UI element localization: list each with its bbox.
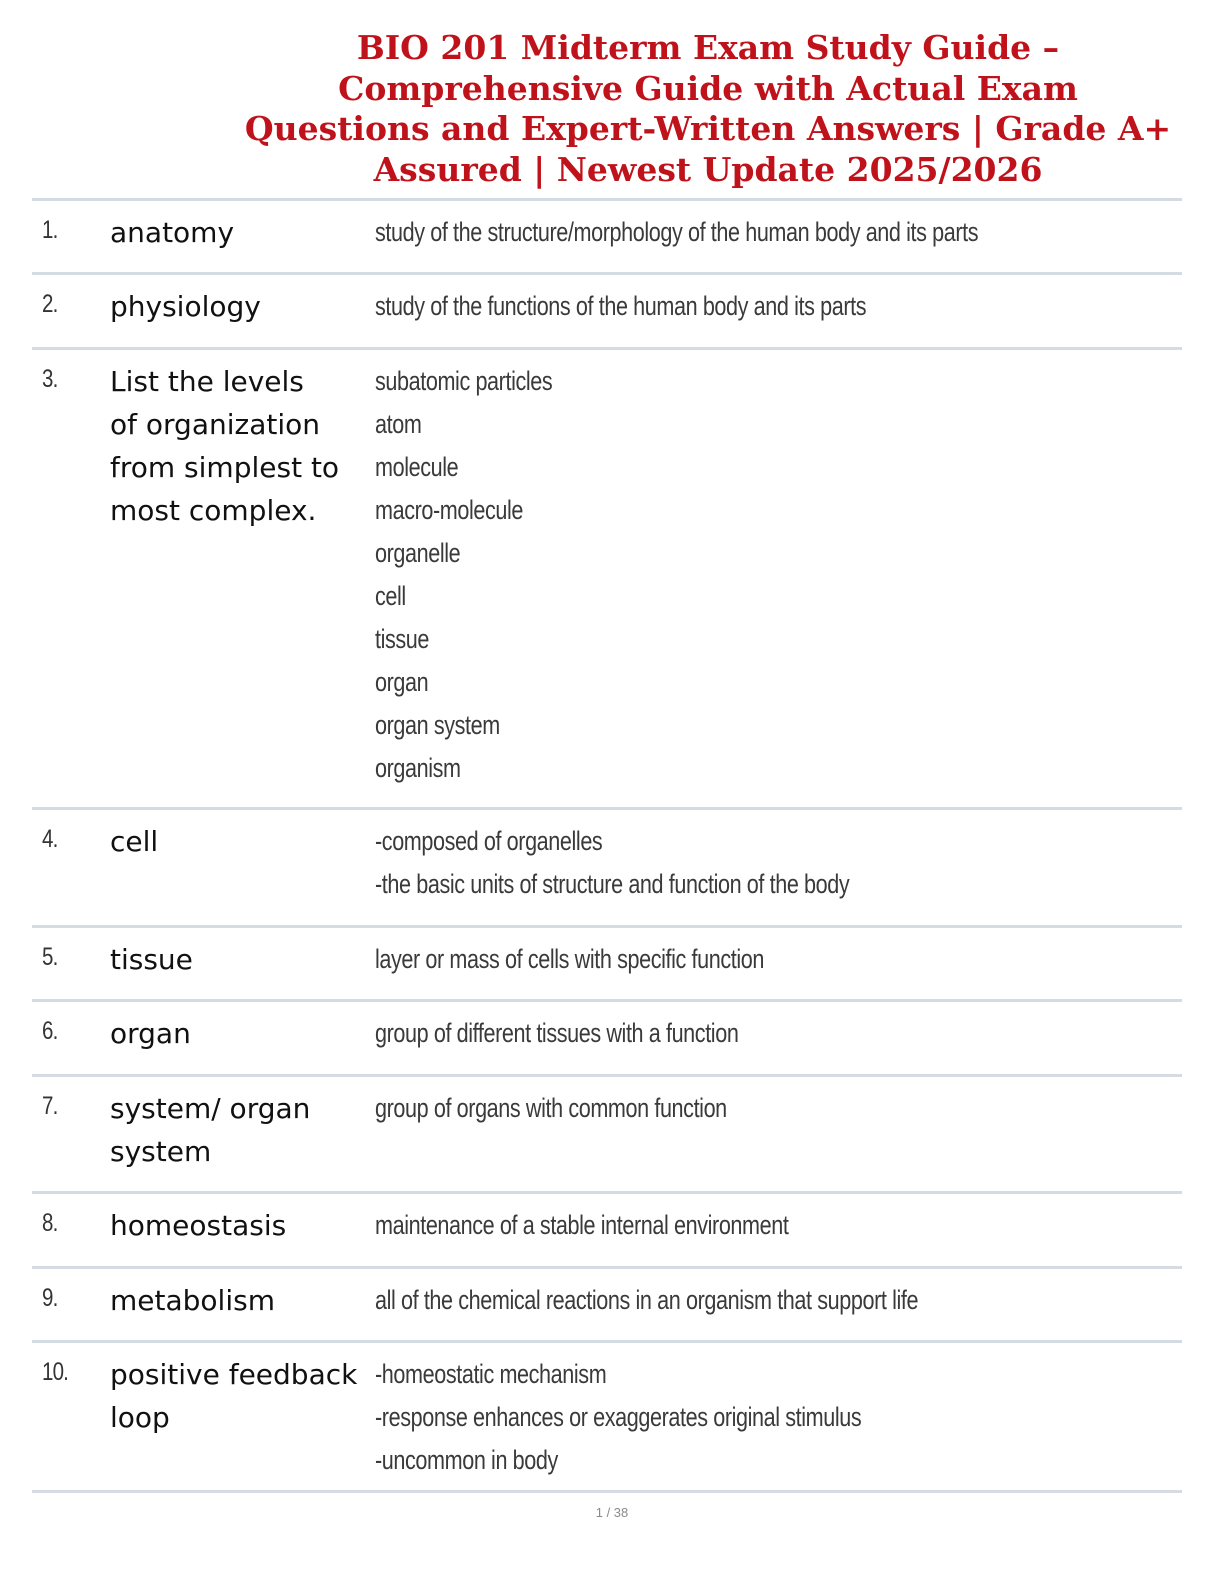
term: [110, 360, 370, 532]
flashcard-row: [32, 1269, 1182, 1343]
row-number: 3.: [42, 365, 58, 393]
term: [110, 820, 370, 863]
definition-line: subatomic particles: [375, 366, 553, 396]
term: [110, 1204, 370, 1247]
term: [110, 1087, 370, 1173]
term-line: positive feedback: [110, 1358, 358, 1391]
term: [110, 1353, 370, 1439]
flashcard-row: [32, 810, 1182, 928]
row-number: 10.: [42, 1358, 69, 1386]
term-line: homeostasis: [110, 1209, 287, 1242]
term-line: from simplest to: [110, 451, 340, 484]
term-line: metabolism: [110, 1284, 275, 1317]
row-number: 6.: [42, 1017, 58, 1045]
flashcard-row: [32, 275, 1182, 350]
definition-line: organism: [375, 753, 461, 783]
row-number: 9.: [42, 1284, 58, 1312]
definition-line: tissue: [375, 624, 430, 654]
flashcard-row: [32, 1343, 1182, 1493]
term-line: loop: [110, 1401, 170, 1434]
definition-line: -composed of organelles: [375, 826, 603, 856]
definition: [375, 820, 849, 906]
flashcard-row: [32, 201, 1182, 275]
title-line-4: Assured | Newest Update 2025/2026: [373, 149, 1043, 189]
definition: [375, 1279, 918, 1322]
term-line: organ: [110, 1017, 191, 1050]
term-line: system: [110, 1135, 212, 1168]
document-title: [240, 28, 1176, 190]
term: [110, 1012, 370, 1055]
definition-line: atom: [375, 409, 422, 439]
term: [110, 211, 370, 254]
definition-line: organ system: [375, 710, 500, 740]
term-line: List the levels: [110, 365, 304, 398]
definition-line: -the basic units of structure and function of the body: [375, 869, 850, 899]
term-line: physiology: [110, 290, 261, 323]
term: [110, 285, 370, 328]
definition: [375, 1087, 727, 1130]
title-line-3: Questions and Expert-Written Answers | Grade A+: [244, 109, 1172, 148]
definition-line: group of different tissues with a function: [375, 1018, 739, 1048]
term: [110, 1279, 370, 1322]
flashcard-row: [32, 350, 1182, 810]
row-number: 4.: [42, 825, 58, 853]
definition-line: all of the chemical reactions in an organism that support life: [375, 1285, 919, 1315]
flashcard-row: [32, 1077, 1182, 1194]
definition-line: study of the functions of the human body and its parts: [375, 291, 867, 321]
flashcard-table: [32, 198, 1182, 1493]
definition-line: molecule: [375, 452, 459, 482]
term-line: of organization: [110, 408, 320, 441]
title-line-2: Comprehensive Guide with Actual Exam: [338, 68, 1078, 108]
definition: [375, 1353, 861, 1482]
definition-line: -response enhances or exaggerates original stimulus: [375, 1402, 862, 1432]
term-line: cell: [110, 825, 159, 858]
term: [110, 938, 370, 981]
page-number: 1 / 38: [595, 1505, 629, 1520]
definition-line: cell: [375, 581, 406, 611]
definition: [375, 211, 978, 254]
definition-line: study of the structure/morphology of the human body and its parts: [375, 217, 979, 247]
definition-line: macro-molecule: [375, 495, 524, 525]
row-number: 8.: [42, 1209, 58, 1237]
definition-line: maintenance of a stable internal environment: [375, 1210, 789, 1240]
row-number: 2.: [42, 290, 58, 318]
definition: [375, 1012, 738, 1055]
term-line: tissue: [110, 943, 193, 976]
definition: [375, 285, 866, 328]
term-line: system/ organ: [110, 1092, 311, 1125]
definition-line: organ: [375, 667, 429, 697]
row-number: 1.: [42, 216, 58, 244]
term-line: anatomy: [110, 216, 235, 249]
definition-line: -homeostatic mechanism: [375, 1359, 607, 1389]
definition-line: organelle: [375, 538, 461, 568]
title-line-1: BIO 201 Midterm Exam Study Guide –: [356, 28, 1060, 67]
definition: [375, 938, 764, 981]
flashcard-row: [32, 1002, 1182, 1077]
flashcard-row: [32, 1194, 1182, 1269]
definition-line: group of organs with common function: [375, 1093, 727, 1123]
definition: [375, 360, 552, 790]
row-number: 5.: [42, 943, 58, 971]
row-number: 7.: [42, 1092, 58, 1120]
definition-line: layer or mass of cells with specific function: [375, 944, 764, 974]
definition: [375, 1204, 788, 1247]
term-line: most complex.: [110, 494, 317, 527]
flashcard-row: [32, 928, 1182, 1002]
definition-line: -uncommon in body: [375, 1445, 558, 1475]
